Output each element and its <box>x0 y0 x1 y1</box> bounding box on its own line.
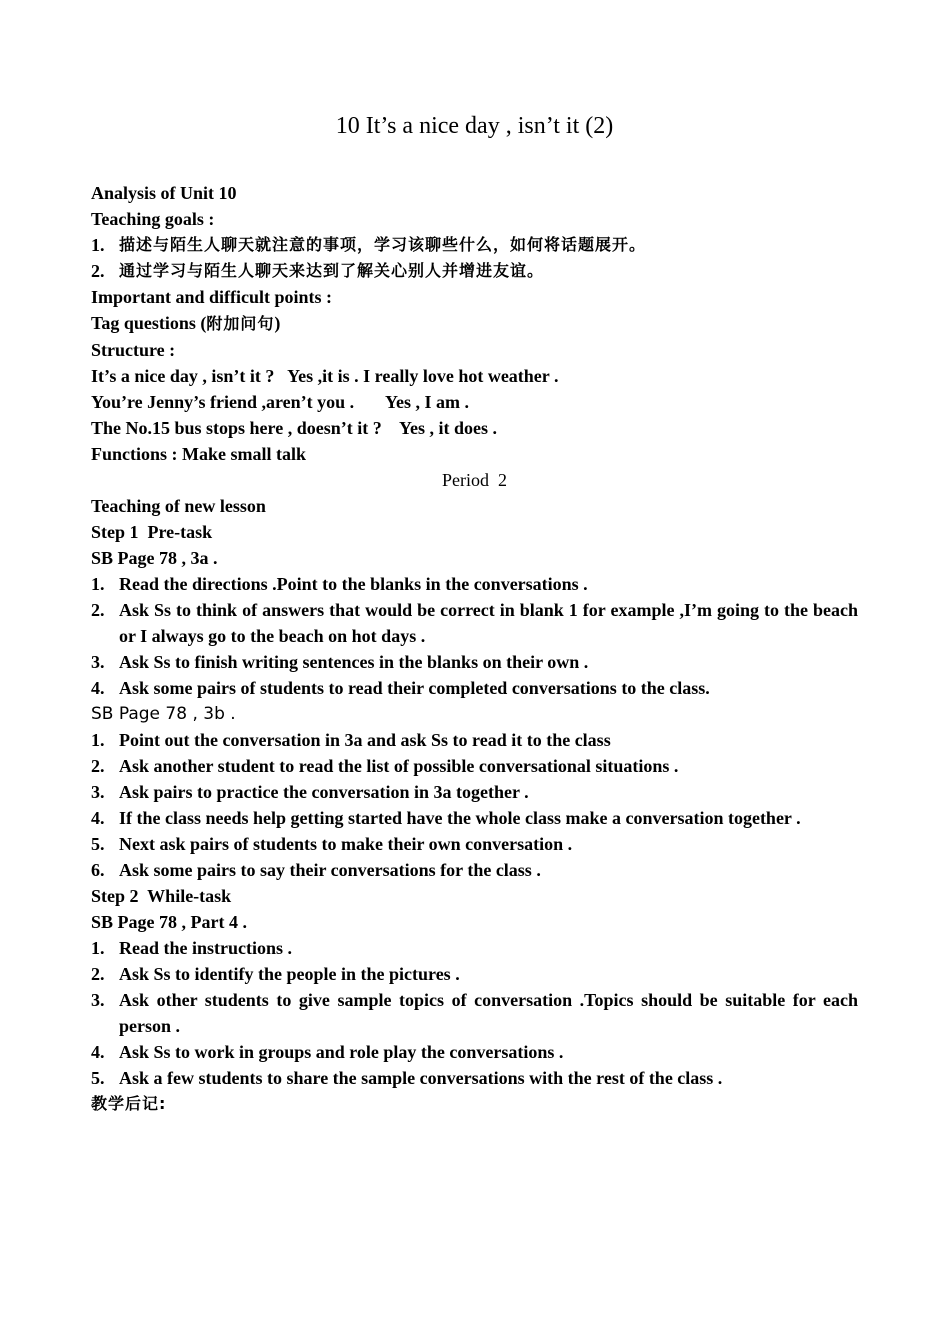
list-number: 5. <box>91 1068 105 1088</box>
list-text: Ask other students to give sample topics of conversation .Topics should be suitable for each person . <box>119 990 858 1036</box>
list-item <box>91 857 858 883</box>
list-item <box>91 831 858 857</box>
functions-line: Functions : Make small talk <box>91 444 307 464</box>
list-number: 1. <box>91 574 105 594</box>
list-text: Ask Ss to work in groups and role play the conversations . <box>119 1042 564 1062</box>
list-item <box>91 987 858 1039</box>
list-number: 2. <box>91 600 105 620</box>
list-text: Ask a few students to share the sample conversations with the rest of the class . <box>119 1068 723 1088</box>
structure-line: You’re Jenny’s friend ,aren’t you . Yes , I am . <box>91 392 469 412</box>
goals-list <box>91 232 858 284</box>
list-number: 3. <box>91 990 105 1010</box>
list-text: 通过学习与陌生人聊天来达到了解关心别人并增进友谊。 <box>119 261 545 280</box>
list-text: Next ask pairs of students to make their own conversation . <box>119 834 573 854</box>
list-item <box>91 727 858 753</box>
list-number: 3. <box>91 782 105 802</box>
list-text: Read the instructions . <box>119 938 293 958</box>
period-heading: Period 2 <box>442 470 507 490</box>
list-number: 4. <box>91 678 105 698</box>
list-number: 5. <box>91 834 105 854</box>
sb-3b-heading: SB Page 78 , 3b . <box>91 704 236 724</box>
list-number: 1. <box>91 730 105 750</box>
step2-heading: Step 2 While-task <box>91 886 232 906</box>
reflection-heading: 教学后记: <box>91 1094 167 1113</box>
teaching-goals-heading: Teaching goals : <box>91 209 215 229</box>
list-number: 2. <box>91 756 105 776</box>
analysis-heading: Analysis of Unit 10 <box>91 183 237 203</box>
list-item <box>91 649 858 675</box>
document-title: 10 It’s a nice day , isn’t it (2) <box>335 113 614 139</box>
new-lesson-heading: Teaching of new lesson <box>91 496 266 516</box>
list-item <box>91 258 858 284</box>
document-page <box>91 108 858 1117</box>
list-item <box>91 597 858 649</box>
list-text: Read the directions .Point to the blanks in the conversations . <box>119 574 588 594</box>
list-text: Ask another student to read the list of possible conversational situations . <box>119 756 679 776</box>
list-item <box>91 935 858 961</box>
list-item <box>91 232 858 258</box>
structure-line: The No.15 bus stops here , doesn’t it ? Yes , it does . <box>91 418 498 438</box>
points-heading: Important and difficult points : <box>91 287 333 307</box>
list-item <box>91 961 858 987</box>
list-item <box>91 779 858 805</box>
tag-questions-cn: 附加问句 <box>206 314 275 333</box>
list-text: Ask Ss to identify the people in the pictures . <box>119 964 460 984</box>
list-text: Ask some pairs of students to read their completed conversations to the class. <box>119 678 710 698</box>
list-number: 1. <box>91 938 105 958</box>
list-part4 <box>91 935 858 1091</box>
list-text: If the class needs help getting started have the whole class make a conversation together . <box>119 808 801 828</box>
list-text: Ask Ss to finish writing sentences in the blanks on their own . <box>119 652 589 672</box>
list-number: 4. <box>91 1042 105 1062</box>
list-item <box>91 1039 858 1065</box>
list-item <box>91 753 858 779</box>
list-text: Ask Ss to think of answers that would be correct in blank 1 for example ,I’m going to the beach or I always go to the beach on hot days . <box>119 600 858 646</box>
structure-line: It’s a nice day , isn’t it ? Yes ,it is . I really love hot weather . <box>91 366 559 386</box>
list-text: Ask some pairs to say their conversations for the class . <box>119 860 541 880</box>
list-number: 1. <box>91 235 105 255</box>
step1-heading: Step 1 Pre-task <box>91 522 213 542</box>
list-number: 3. <box>91 652 105 672</box>
sb-3a-heading: SB Page 78 , 3a . <box>91 548 218 568</box>
list-text: Ask pairs to practice the conversation in 3a together . <box>119 782 529 802</box>
list-3b <box>91 727 858 883</box>
sb-part4-heading: SB Page 78 , Part 4 . <box>91 912 247 932</box>
tag-questions-label: Tag questions ( <box>91 313 207 333</box>
list-text: Point out the conversation in 3a and ask Ss to read it to the class <box>119 730 611 750</box>
list-number: 2. <box>91 261 105 281</box>
structure-heading: Structure : <box>91 340 176 360</box>
list-item <box>91 675 858 701</box>
list-item <box>91 1065 858 1091</box>
tag-questions-close: ) <box>274 313 281 333</box>
list-3a <box>91 571 858 701</box>
list-number: 4. <box>91 808 105 828</box>
tag-questions-line <box>91 310 858 337</box>
list-text: 描述与陌生人聊天就注意的事项，学习该聊些什么，如何将话题展开。 <box>119 235 647 254</box>
list-item <box>91 805 858 831</box>
list-number: 2. <box>91 964 105 984</box>
list-number: 6. <box>91 860 105 880</box>
list-item <box>91 571 858 597</box>
